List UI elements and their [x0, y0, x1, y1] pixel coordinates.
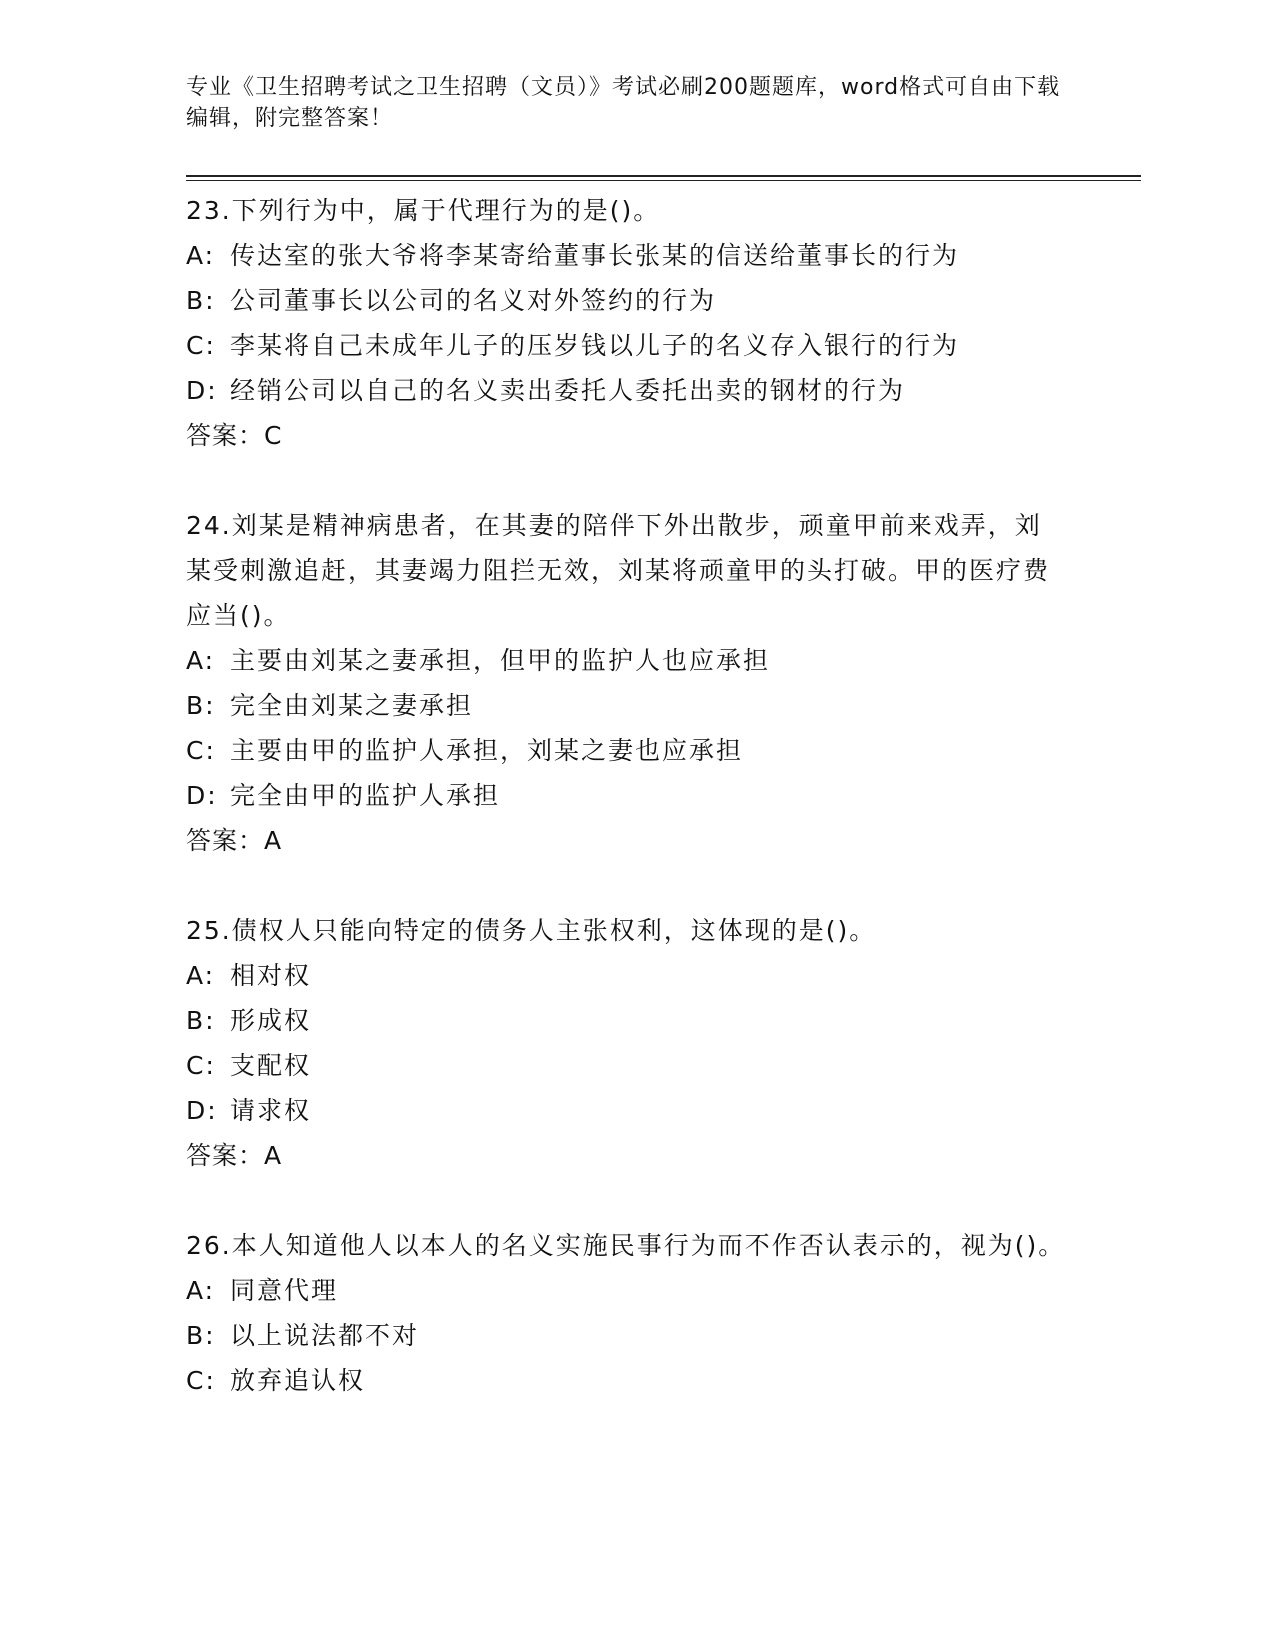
option-text: 主要由刘某之妻承担，但甲的监护人也应承担: [230, 646, 771, 675]
option-a: [186, 233, 1141, 278]
question-stem: 24.刘某是精神病患者，在其妻的陪伴下外出散步，顽童甲前来戏弄，刘某受刺激追赶，其妻竭力阻拦无效，刘某将顽童甲的头打破。甲的医疗费应当()。: [186, 511, 1051, 630]
option-b: [186, 1313, 1141, 1358]
header-divider-thin: [186, 180, 1141, 181]
option-letter: B:: [186, 1321, 216, 1350]
option-text: 完全由刘某之妻承担: [230, 691, 474, 720]
option-text: 主要由甲的监护人承担，刘某之妻也应承担: [230, 736, 744, 765]
question-stem: 25.债权人只能向特定的债务人主张权利，这体现的是()。: [186, 916, 877, 945]
option-a: [186, 1268, 1141, 1313]
option-letter: A:: [186, 961, 216, 990]
option-letter: D:: [186, 1096, 218, 1125]
option-text: 放弃追认权: [230, 1366, 366, 1395]
option-text: 公司董事长以公司的名义对外签约的行为: [230, 286, 717, 315]
option-d: [186, 368, 1141, 413]
option-letter: D:: [186, 376, 218, 405]
answer-line: 答案：A: [186, 826, 283, 855]
option-b: [186, 683, 1141, 728]
option-d: [186, 773, 1141, 818]
option-b: [186, 278, 1141, 323]
question-26: [186, 1223, 1141, 1403]
option-text: 形成权: [230, 1006, 312, 1035]
option-c: [186, 728, 1141, 773]
question-stem: 23.下列行为中，属于代理行为的是()。: [186, 196, 661, 225]
option-text: 以上说法都不对: [230, 1321, 420, 1350]
document-header: 专业《卫生招聘考试之卫生招聘（文员）》考试必刷200题题库，word格式可自由下载编辑，附完整答案！: [186, 75, 1061, 131]
option-letter: B:: [186, 1006, 216, 1035]
option-text: 相对权: [230, 961, 312, 990]
question-list: [186, 188, 1141, 1448]
header-divider-thick: [186, 175, 1141, 177]
option-a: [186, 638, 1141, 683]
option-letter: D:: [186, 781, 218, 810]
option-letter: A:: [186, 241, 216, 270]
option-text: 完全由甲的监护人承担: [230, 781, 501, 810]
answer-line: 答案：A: [186, 1141, 283, 1170]
option-letter: A:: [186, 646, 216, 675]
option-c: [186, 1043, 1141, 1088]
question-25: [186, 908, 1141, 1178]
option-text: 传达室的张大爷将李某寄给董事长张某的信送给董事长的行为: [230, 241, 960, 270]
option-c: [186, 1358, 1141, 1403]
option-letter: A:: [186, 1276, 216, 1305]
option-c: [186, 323, 1141, 368]
option-d: [186, 1088, 1141, 1133]
question-24: [186, 503, 1141, 863]
option-text: 请求权: [230, 1096, 312, 1125]
option-letter: C:: [186, 331, 216, 360]
option-text: 李某将自己未成年儿子的压岁钱以儿子的名义存入银行的行为: [230, 331, 960, 360]
option-b: [186, 998, 1141, 1043]
answer-line: 答案：C: [186, 421, 283, 450]
option-letter: B:: [186, 691, 216, 720]
option-text: 同意代理: [230, 1276, 339, 1305]
option-letter: C:: [186, 1051, 216, 1080]
option-letter: C:: [186, 1366, 216, 1395]
option-letter: B:: [186, 286, 216, 315]
option-letter: C:: [186, 736, 216, 765]
question-23: [186, 188, 1141, 458]
option-a: [186, 953, 1141, 998]
option-text: 经销公司以自己的名义卖出委托人委托出卖的钢材的行为: [230, 376, 906, 405]
option-text: 支配权: [230, 1051, 312, 1080]
question-stem: 26.本人知道他人以本人的名义实施民事行为而不作否认表示的，视为()。: [186, 1231, 1066, 1260]
